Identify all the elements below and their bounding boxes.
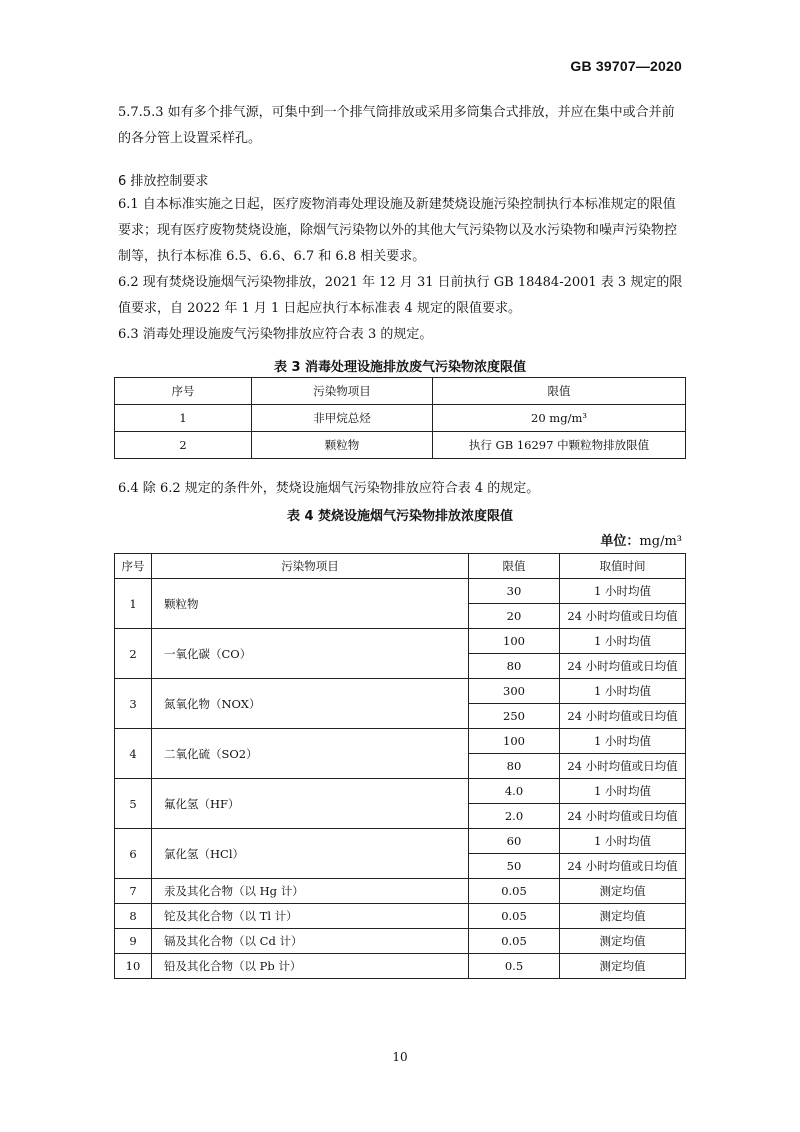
- table4-row4-no: 4: [115, 729, 152, 779]
- table4: [114, 553, 686, 979]
- table4-row3-no: 3: [115, 679, 152, 729]
- table4-header-item: 污染物项目: [152, 554, 469, 579]
- table4-row2-item: 一氧化碳（CO）: [152, 629, 469, 679]
- table4-row10-limit: 0.5: [469, 954, 560, 979]
- table4-row3-limit-b: 250: [469, 704, 560, 729]
- table4-row7-no: 7: [115, 879, 152, 904]
- table3-row1-no: 1: [115, 405, 252, 432]
- table4-unit-label: 单位：: [600, 534, 640, 549]
- table4-row10-item: 铅及其化合物（以 Pb 计）: [152, 954, 469, 979]
- table4-row5-limit-b: 2.0: [469, 804, 560, 829]
- table-row: [115, 954, 686, 979]
- table4-row9-time: 测定均值: [560, 929, 686, 954]
- page-number: 10: [392, 1050, 408, 1064]
- table-row: [115, 432, 686, 459]
- table-row: [115, 679, 686, 704]
- table3-row2-limit: 执行 GB 16297 中颗粒物排放限值: [433, 432, 686, 459]
- table4-row1-time-a: 1 小时均值: [560, 579, 686, 604]
- table4-row4-time-a: 1 小时均值: [560, 729, 686, 754]
- table4-unit: [600, 530, 682, 549]
- table-row: [115, 579, 686, 604]
- table3-row1-item: 非甲烷总烃: [252, 405, 433, 432]
- table4-row8-item: 铊及其化合物（以 Tl 计）: [152, 904, 469, 929]
- table3-row2-no: 2: [115, 432, 252, 459]
- table4-row10-no: 10: [115, 954, 152, 979]
- table4-row7-time: 测定均值: [560, 879, 686, 904]
- table4-row1-item: 颗粒物: [152, 579, 469, 629]
- table4-row6-limit-b: 50: [469, 854, 560, 879]
- table-row: [115, 929, 686, 954]
- table4-row1-limit-b: 20: [469, 604, 560, 629]
- table3-caption: 表 3 消毒处理设施排放废气污染物浓度限值: [273, 360, 527, 375]
- table4-row8-limit: 0.05: [469, 904, 560, 929]
- table4-row9-limit: 0.05: [469, 929, 560, 954]
- table4-row5-limit-a: 4.0: [469, 779, 560, 804]
- table4-row6-no: 6: [115, 829, 152, 879]
- table4-row9-item: 镉及其化合物（以 Cd 计）: [152, 929, 469, 954]
- table-row: [115, 405, 686, 432]
- clause-6-2: 6.2 现有焚烧设施烟气污染物排放，2021 年 12 月 31 日前执行 GB 18484-2001 表 3 规定的限值要求，自 2022 年 1 月 1 日起应执行本标准表 4 规定的限值要求。: [118, 275, 683, 316]
- table4-header-time: 取值时间: [560, 554, 686, 579]
- table4-row1-limit-a: 30: [469, 579, 560, 604]
- section-6-heading: 6 排放控制要求: [118, 174, 209, 189]
- table4-row6-limit-a: 60: [469, 829, 560, 854]
- table4-header-no: 序号: [115, 554, 152, 579]
- table3-row2-item: 颗粒物: [252, 432, 433, 459]
- table4-header-row: [115, 554, 686, 579]
- table4-row7-limit: 0.05: [469, 879, 560, 904]
- table4-row6-time-a: 1 小时均值: [560, 829, 686, 854]
- table4-row5-time-b: 24 小时均值或日均值: [560, 804, 686, 829]
- table4-row4-limit-b: 80: [469, 754, 560, 779]
- table-row: [115, 729, 686, 754]
- table4-row2-time-a: 1 小时均值: [560, 629, 686, 654]
- standard-code: GB 39707—2020: [570, 58, 682, 74]
- table4-unit-value: mg/m³: [639, 534, 682, 549]
- table4-row1-no: 1: [115, 579, 152, 629]
- table4-row1-time-b: 24 小时均值或日均值: [560, 604, 686, 629]
- table4-row5-no: 5: [115, 779, 152, 829]
- table4-row5-item: 氟化氢（HF）: [152, 779, 469, 829]
- table-row: [115, 779, 686, 804]
- table4-row4-item: 二氧化硫（SO2）: [152, 729, 469, 779]
- table-row: [115, 904, 686, 929]
- clause-6-3: 6.3 消毒处理设施废气污染物排放应符合表 3 的规定。: [118, 327, 433, 342]
- table-row: [115, 879, 686, 904]
- table-row: [115, 629, 686, 654]
- table4-row3-time-b: 24 小时均值或日均值: [560, 704, 686, 729]
- table4-row5-time-a: 1 小时均值: [560, 779, 686, 804]
- table3: [114, 377, 686, 459]
- table4-caption: 表 4 焚烧设施烟气污染物排放浓度限值: [286, 509, 514, 524]
- table4-row2-limit-b: 80: [469, 654, 560, 679]
- table4-row3-time-a: 1 小时均值: [560, 679, 686, 704]
- table4-row6-time-b: 24 小时均值或日均值: [560, 854, 686, 879]
- table-row: [115, 829, 686, 854]
- table3-header-no: 序号: [115, 378, 252, 405]
- clause-5-7-5-3: 5.7.5.3 如有多个排气源，可集中到一个排气筒排放或采用多筒集合式排放，并应在集中或合并前的各分管上设置采样孔。: [118, 105, 675, 146]
- table4-row3-limit-a: 300: [469, 679, 560, 704]
- table4-row2-limit-a: 100: [469, 629, 560, 654]
- table3-row1-limit: 20 mg/m³: [433, 405, 686, 432]
- table4-row4-time-b: 24 小时均值或日均值: [560, 754, 686, 779]
- table4-row2-no: 2: [115, 629, 152, 679]
- table4-row6-item: 氯化氢（HCl）: [152, 829, 469, 879]
- table3-header-limit: 限值: [433, 378, 686, 405]
- clause-6-4: 6.4 除 6.2 规定的条件外，焚烧设施烟气污染物排放应符合表 4 的规定。: [118, 481, 540, 496]
- clause-6-1: 6.1 自本标准实施之日起，医疗废物消毒处理设施及新建焚烧设施污染控制执行本标准规定的限值要求；现有医疗废物焚烧设施，除烟气污染物以外的其他大气污染物以及水污染物和噪声污染物控制等，执行本标准 6.5、6.6、6.7 和 6.8 相关要求。: [118, 197, 678, 264]
- table4-row2-time-b: 24 小时均值或日均值: [560, 654, 686, 679]
- table4-row7-item: 汞及其化合物（以 Hg 计）: [152, 879, 469, 904]
- table4-row9-no: 9: [115, 929, 152, 954]
- table4-row8-time: 测定均值: [560, 904, 686, 929]
- table4-row10-time: 测定均值: [560, 954, 686, 979]
- table4-header-limit: 限值: [469, 554, 560, 579]
- table4-row4-limit-a: 100: [469, 729, 560, 754]
- table4-row3-item: 氮氧化物（NOX）: [152, 679, 469, 729]
- table4-row8-no: 8: [115, 904, 152, 929]
- table3-header-item: 污染物项目: [252, 378, 433, 405]
- table3-header-row: [115, 378, 686, 405]
